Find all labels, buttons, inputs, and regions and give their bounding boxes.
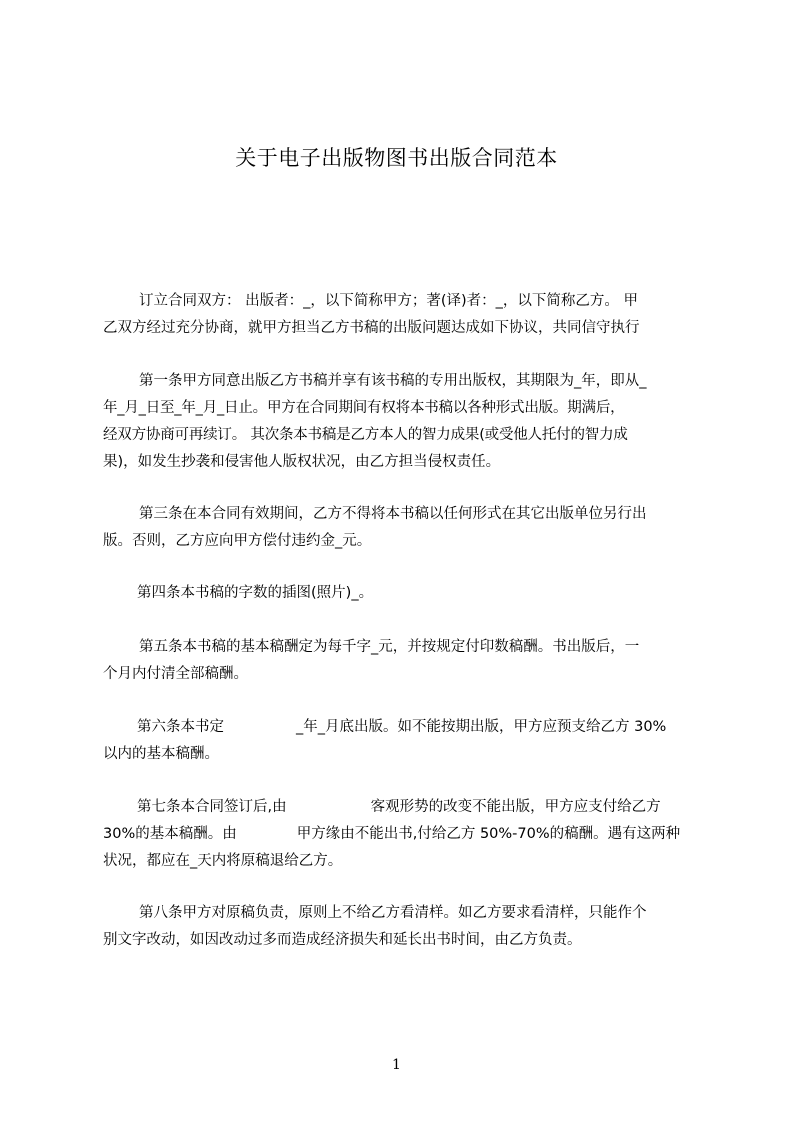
text-line: 别文字改动，如因改动过多而造成经济损失和延长出书时间，由乙方负责。 xyxy=(103,932,582,948)
paragraph-parties xyxy=(103,288,700,342)
paragraph-article-8 xyxy=(103,900,700,954)
text-line: 年_月_日至_年_月_日止。甲方在合同期间有权将本书稿以各种形式出版。期满后， xyxy=(103,400,625,416)
paragraph-article-6 xyxy=(103,714,700,768)
text-line: 乙双方经过充分协商，就甲方担当乙方书稿的出版问题达成如下协议，共同信守执行 xyxy=(103,320,640,336)
text-line: 个月内付清全部稿酬。 xyxy=(103,666,248,682)
text-line xyxy=(103,794,700,821)
text-line: 第三条在本合同有效期间，乙方不得将本书稿以任何形式在其它出版单位另行出 xyxy=(139,506,647,522)
text-segment: 客观形势的改变不能出版，甲方应支付给乙方 xyxy=(370,799,661,815)
text-line: 经双方协商可再续订。 其次条本书稿是乙方本人的智力成果(或受他人托付的智力成 xyxy=(103,427,628,443)
text-segment: 30%的基本稿酬。由 xyxy=(103,826,237,842)
text-line: 第八条甲方对原稿负责，原则上不给乙方看清样。如乙方要求看清样，只能作个 xyxy=(139,905,647,921)
text-line: 第四条本书稿的字数的插图(照片)_。 xyxy=(137,585,374,601)
paragraph-article-7 xyxy=(103,794,700,875)
text-segment: 甲方缘由不能出书,付给乙方 50%-70%的稿酬。遇有这两种 xyxy=(296,826,681,842)
paragraph-article-1 xyxy=(103,368,700,476)
text-line xyxy=(103,714,700,741)
text-segment: 第六条本书定 xyxy=(137,719,224,735)
text-line: 果)，如发生抄袭和侵害他人版权状况，由乙方担当侵权责任。 xyxy=(103,454,501,470)
text-segment: 第七条本合同签订后,由 xyxy=(137,799,287,815)
paragraph-article-3 xyxy=(103,501,700,555)
text-line: 第五条本书稿的基本稿酬定为每千字_元，并按规定付印数稿酬。书出版后，一 xyxy=(139,639,640,655)
text-line xyxy=(103,821,700,848)
page-number: 1 xyxy=(392,1057,401,1073)
text-segment: _年_月底出版。如不能按期出版，甲方应预支给乙方 30% xyxy=(296,719,667,735)
paragraph-article-5 xyxy=(103,634,700,688)
paragraph-article-4 xyxy=(103,580,700,607)
document-title: 关于电子出版物图书出版合同范本 xyxy=(235,146,558,170)
text-line: 以内的基本稿酬。 xyxy=(103,746,219,762)
text-line: 订立合同双方： 出版者：_，以下简称甲方；著(译)者：_，以下简称乙方。 甲 xyxy=(139,293,639,309)
text-line: 状况，都应在_天内将原稿退给乙方。 xyxy=(103,853,343,869)
text-line: 版。否则，乙方应向甲方偿付违约金_元。 xyxy=(103,533,372,549)
text-line: 第一条甲方同意出版乙方书稿并享有该书稿的专用出版权，其期限为_年，即从_ xyxy=(139,373,647,389)
